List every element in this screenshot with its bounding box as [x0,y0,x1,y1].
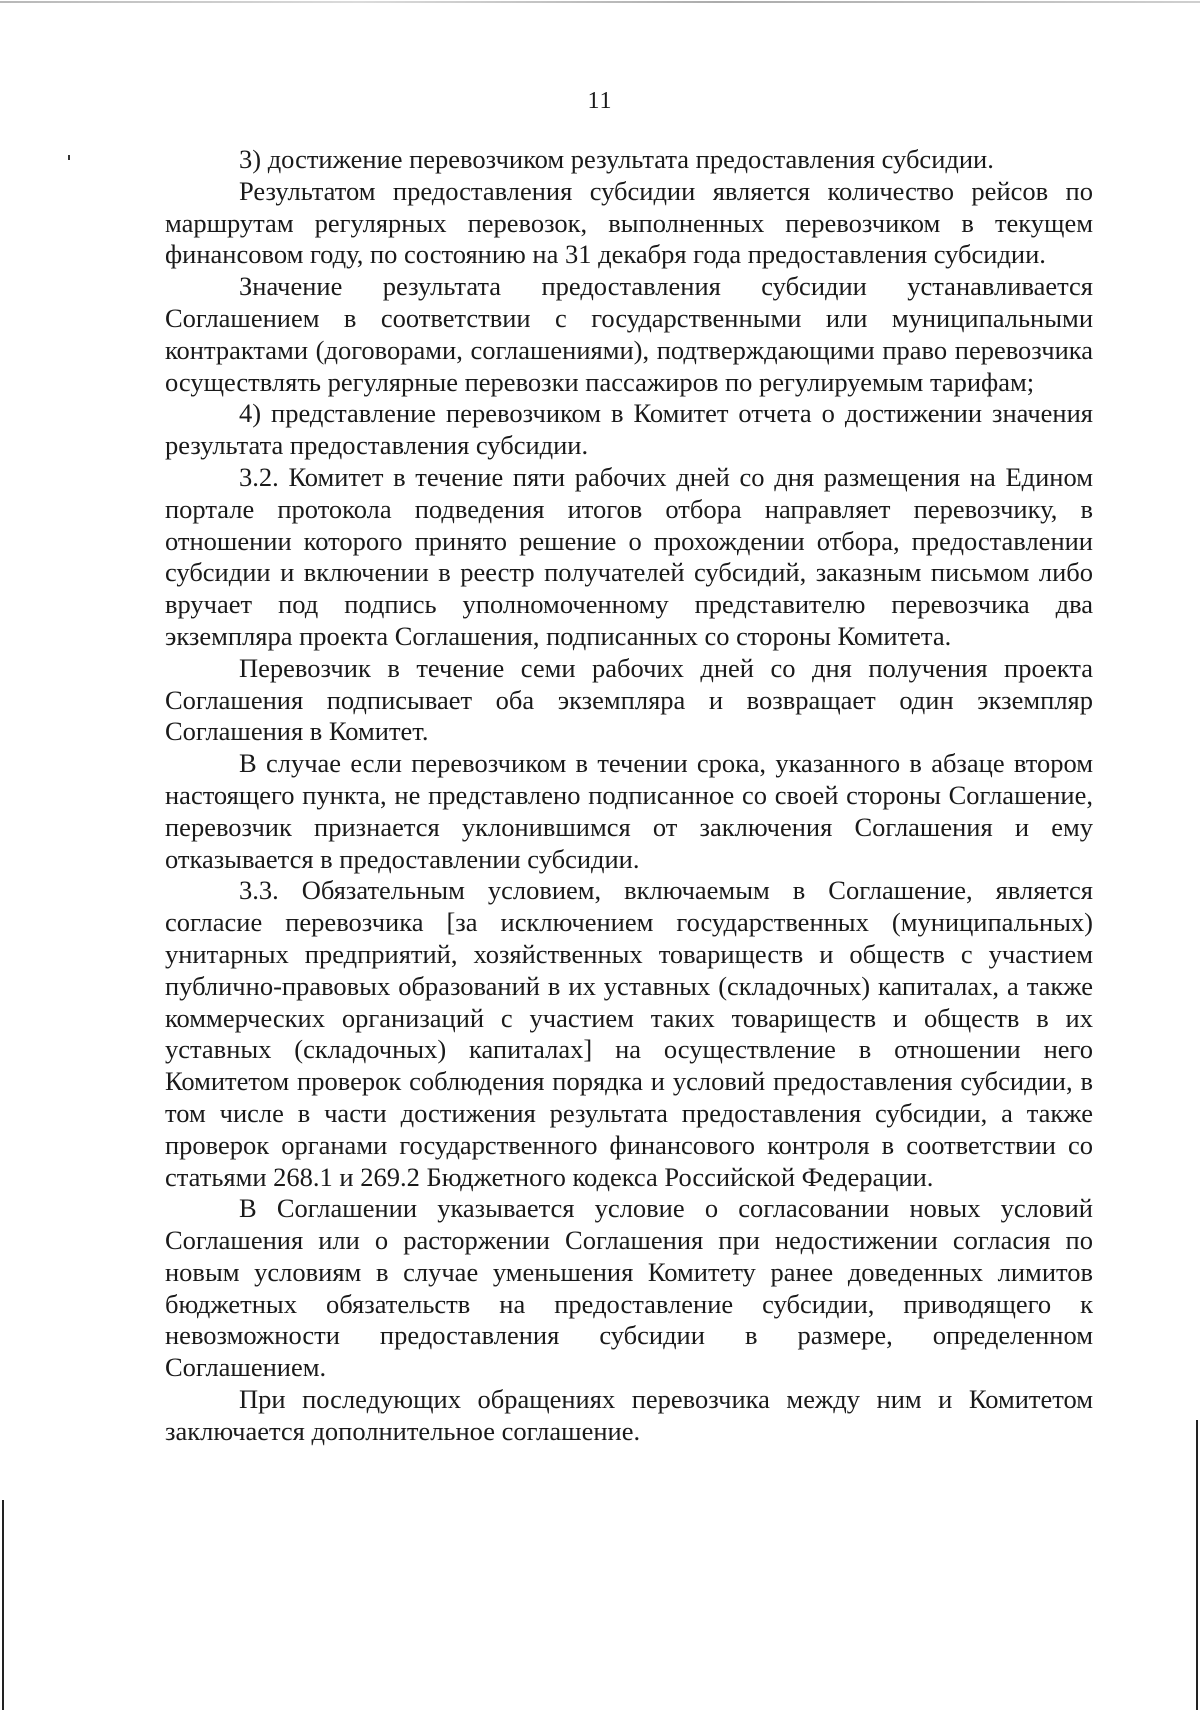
paragraph-clause-3-3: 3.3. Обязательным условием, включаемым в Соглашение, является согласие перевозчика [за исключением государственных (муниципальных) унитарных предприятий, хозяйственных товариществ и обществ с участием публично-правовых образований в их уставных (складочных) капиталах, а также коммерческих организаций с участием таких товариществ и обществ в их уставных (складочных) капиталах] на осуществление в отношении него Комитетом проверок соблюдения порядка и условий предоставления субсидии, в том числе в части достижения результата предоставления субсидии, а также проверок органами государственного финансового контроля в соответствии со статьями 268.1 и 269.2 Бюджетного кодекса Российской Федерации. [165,875,1093,1192]
paragraph-carrier-signing: Перевозчик в течение семи рабочих дней со дня получения проекта Соглашения подписывает оба экземпляра и возвращает один экземпляр Соглашения в Комитет. [165,652,1093,747]
scan-border-right [1196,1420,1198,1710]
scan-border-top [0,1,1200,3]
paragraph-carrier-evasion: В случае если перевозчиком в течении срока, указанного в абзаце втором настоящего пункта, не представлено подписанное со своей стороны Соглашение, перевозчик признается уклонившимся от заключения Соглашения и ему отказывается в предоставлении субсидии. [165,748,1093,874]
paragraph-clause-3-2: 3.2. Комитет в течение пяти рабочих дней со дня размещения на Едином портале протокола подведения итогов отбора направляет перевозчику, в отношении которого принято решение о прохождении отбора, предоставлении субсидии и включении в реестр получателей субсидий, заказным письмом либо вручает под подпись уполномоченному представителю перевозчика два экземпляра проекта Соглашения, подписанных со стороны Комитета. [165,461,1093,651]
paragraph-item-3: 3) достижение перевозчиком результата предоставления субсидии. [239,144,994,174]
document-body [165,144,1093,1448]
scan-speck [68,155,70,160]
paragraph-result-value: Значение результата предоставления субсидии устанавливается Соглашением в соответствии с государственными или муниципальными контрактами (договорами, соглашениями), подтверждающими право перевозчика осуществлять регулярные перевозки пассажиров по регулируемым тарифам; [165,271,1093,397]
paragraph-item-4: 4) представление перевозчиком в Комитет отчета о достижении значения результата предоставления субсидии. [165,398,1093,461]
page-number: 11 [587,88,613,114]
scan-border-left [2,1500,4,1710]
paragraph-additional-agreement: При последующих обращениях перевозчика между ним и Комитетом заключается дополнительное соглашение. [165,1384,1093,1446]
paragraph-new-conditions: В Соглашении указывается условие о согласовании новых условий Соглашения или о расторжении Соглашения при недостижении согласия по новым условиям в случае уменьшения Комитету ранее доведенных лимитов бюджетных обязательств на предоставление субсидии, приводящего к невозможности предоставления субсидии в размере, определенном Соглашением. [165,1193,1093,1383]
paragraph-result-definition: Результатом предоставления субсидии является количество рейсов по маршрутам регулярных перевозок, выполненных перевозчиком в текущем финансовом году, по состоянию на 31 декабря года предоставления субсидии. [165,175,1093,270]
